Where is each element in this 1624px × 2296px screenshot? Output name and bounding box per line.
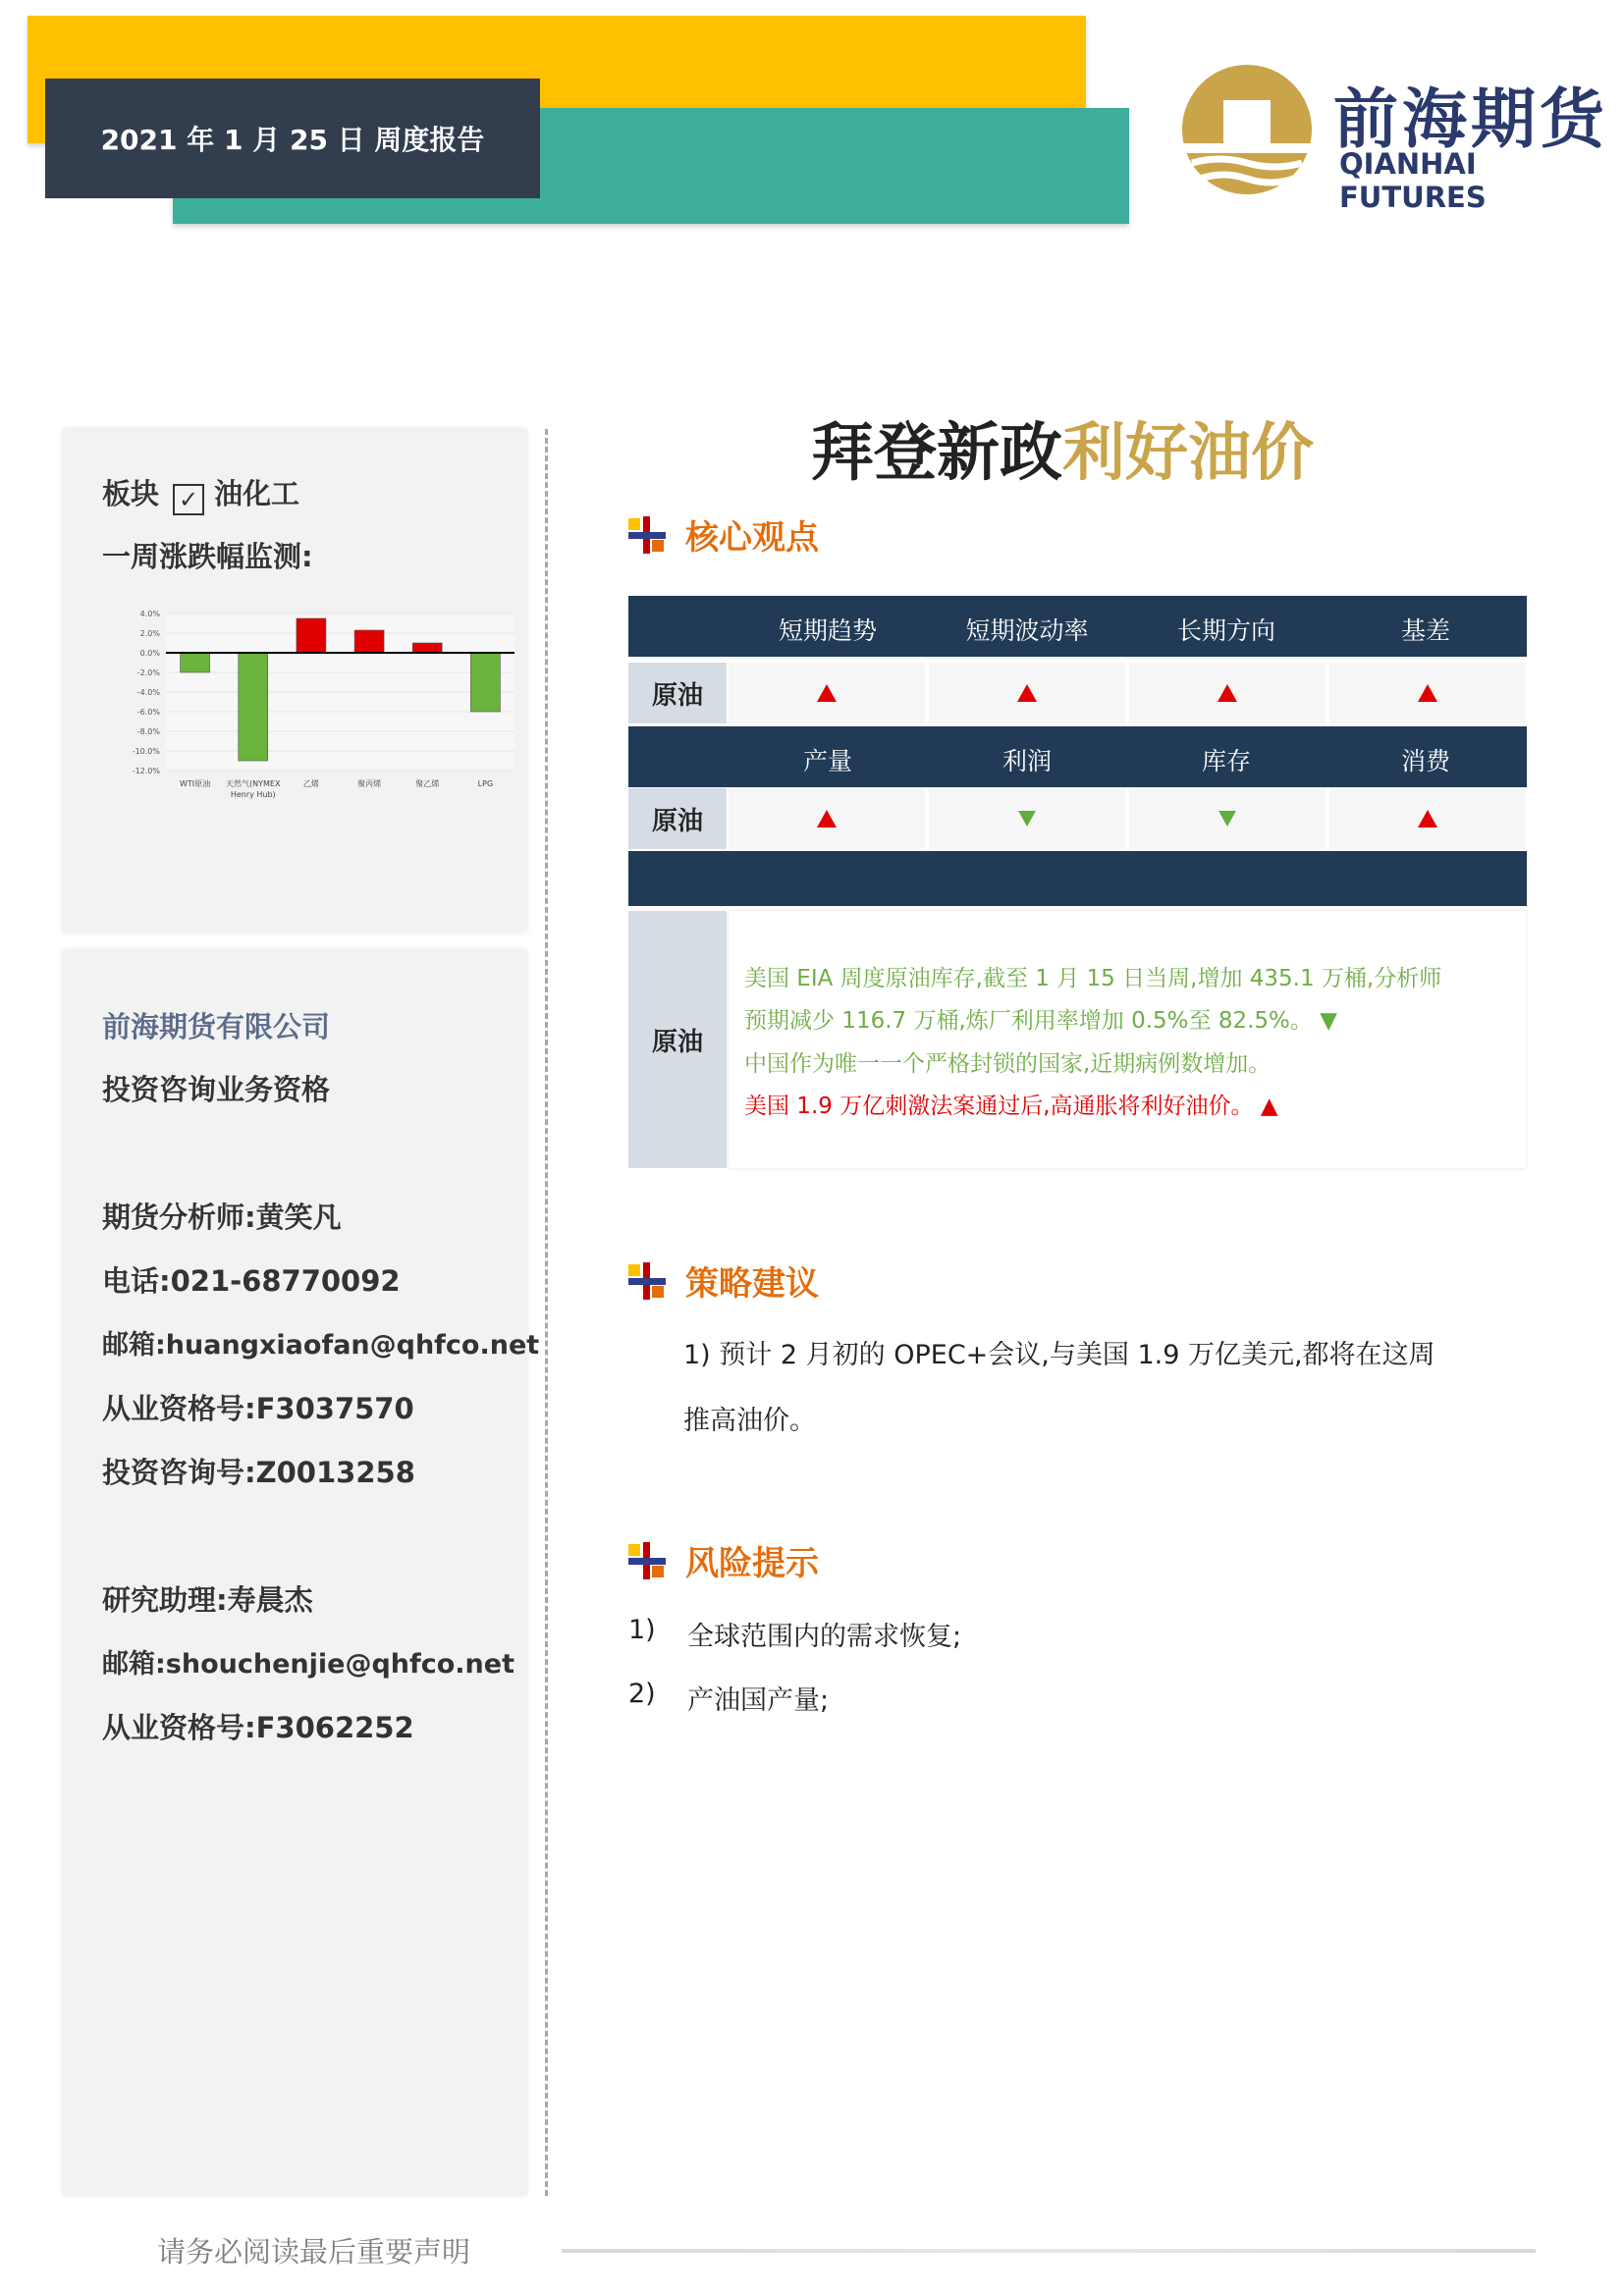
chart-bar bbox=[181, 653, 210, 672]
col-production: 产量 bbox=[802, 747, 852, 775]
chart-y-tick: 4.0% bbox=[139, 610, 160, 618]
assistant-name: 研究助理:寿晨杰 bbox=[102, 1583, 313, 1617]
chart-y-tick: -10.0% bbox=[132, 747, 160, 756]
weekly-change-chart bbox=[112, 606, 524, 812]
indicator-cell bbox=[729, 663, 925, 723]
summary-text-cell bbox=[729, 911, 1526, 1168]
chart-y-tick: -12.0% bbox=[132, 767, 160, 775]
chart-bar bbox=[354, 630, 384, 653]
section-strategy-heading bbox=[628, 1256, 819, 1305]
report-date-banner bbox=[45, 79, 540, 198]
section-core-heading bbox=[628, 510, 819, 559]
chart-x-label-sub: Henry Hub) bbox=[230, 790, 276, 799]
chart-bar bbox=[239, 653, 268, 761]
triangle-up-icon bbox=[1017, 684, 1037, 702]
assistant-email[interactable]: 邮箱:shouchenjie@qhfco.net bbox=[102, 1649, 514, 1680]
summary-row-label: 原油 bbox=[628, 911, 727, 1168]
title-part2: 利好油价 bbox=[1062, 417, 1314, 490]
section-bullet-icon bbox=[628, 1262, 666, 1300]
indicator-cell bbox=[1129, 663, 1326, 723]
section-strategy-title: 策略建议 bbox=[685, 1264, 819, 1304]
indicator-cell bbox=[1129, 788, 1326, 849]
table-header-1 bbox=[628, 596, 1527, 657]
summary-line-4: 美国 1.9 万亿刺激法案通过后,高通胀将利好油价。 bbox=[744, 1094, 1254, 1119]
chart-y-tick: -8.0% bbox=[136, 727, 160, 736]
company-panel bbox=[63, 950, 540, 2195]
summary-line-2-wrap: 预期减少 116.7 万桶,炼厂利用率增加 0.5%至 82.5%。 ▼ bbox=[744, 1008, 1337, 1034]
triangle-up-icon bbox=[1418, 684, 1437, 702]
col-short-volatility: 短期波动率 bbox=[965, 616, 1089, 645]
col-consumption: 消费 bbox=[1400, 747, 1450, 775]
sector-row bbox=[102, 472, 299, 515]
chart-y-tick: -6.0% bbox=[136, 708, 160, 717]
col-short-trend: 短期趋势 bbox=[778, 616, 877, 645]
section-risk-heading bbox=[628, 1536, 819, 1584]
summary-line-1: 美国 EIA 周度原油库存,截至 1 月 15 日当周,增加 435.1 万桶,分析师 bbox=[744, 966, 1442, 991]
indicator-cell bbox=[929, 788, 1125, 849]
indicator-cell bbox=[1329, 663, 1526, 723]
col-inventory: 库存 bbox=[1201, 747, 1251, 775]
report-date-label: 2021 年 1 月 25 日 周度报告 bbox=[100, 124, 485, 156]
chart-x-label: 聚丙烯 bbox=[357, 779, 382, 788]
analyst-license: 从业资格号:F3037570 bbox=[102, 1392, 414, 1425]
weekly-monitor-label: 一周涨跌幅监测: bbox=[102, 540, 313, 573]
table-row bbox=[628, 663, 1527, 723]
logo-english-name: QIANHAI FUTURES bbox=[1339, 147, 1487, 214]
section-bullet-icon bbox=[628, 1542, 666, 1579]
chart-y-tick: 2.0% bbox=[139, 629, 160, 638]
triangle-up-icon bbox=[1418, 810, 1437, 828]
assistant-license: 从业资格号:F3062252 bbox=[102, 1711, 414, 1744]
strategy-line-2: 推高油价。 bbox=[683, 1406, 816, 1436]
page-title bbox=[811, 402, 1314, 493]
table-row bbox=[628, 788, 1527, 849]
sector-label: 板块 bbox=[102, 477, 160, 510]
consult-number: 投资咨询号:Z0013258 bbox=[102, 1456, 415, 1489]
chart-bar bbox=[412, 643, 442, 653]
row-label: 原油 bbox=[628, 663, 727, 723]
company-name: 前海期货有限公司 bbox=[102, 1010, 331, 1043]
qualification: 投资咨询业务资格 bbox=[102, 1073, 331, 1106]
triangle-down-icon bbox=[1018, 811, 1036, 827]
logo-emblem-icon bbox=[1178, 61, 1316, 198]
chart-y-tick: 0.0% bbox=[139, 649, 160, 658]
row-label: 原油 bbox=[628, 788, 727, 849]
check-icon: ✓ bbox=[173, 484, 204, 515]
chart-x-label: 聚乙烯 bbox=[415, 779, 440, 788]
section-bullet-icon bbox=[628, 516, 666, 554]
analyst-email[interactable]: 邮箱:huangxiaofan@qhfco.net bbox=[102, 1330, 540, 1361]
indicator-cell bbox=[729, 788, 925, 849]
risk-item-1: 全球范围内的需求恢复; bbox=[687, 1622, 962, 1652]
analyst-phone: 电话:021-68770092 bbox=[102, 1264, 401, 1298]
table-header-2 bbox=[628, 726, 1527, 787]
chart-x-label: WTI原油 bbox=[180, 779, 211, 788]
section-core-title: 核心观点 bbox=[685, 518, 819, 558]
triangle-up-icon bbox=[1218, 684, 1237, 702]
risk-item-1-number: 1) bbox=[628, 1615, 656, 1645]
summary-line-2: 预期减少 116.7 万桶,炼厂利用率增加 0.5%至 82.5%。 bbox=[744, 1008, 1313, 1034]
footer-notice: 请务必阅读最后重要声明 bbox=[157, 2235, 471, 2269]
triangle-down-icon bbox=[1218, 811, 1236, 827]
title-part1: 拜登新政 bbox=[811, 417, 1062, 490]
chart-x-label: 天然气(NYMEX bbox=[226, 779, 281, 788]
footer-divider bbox=[562, 2249, 1536, 2253]
col-long-direction: 长期方向 bbox=[1176, 616, 1275, 645]
summary-line-3: 中国作为唯一一个严格封锁的国家,近期病例数增加。 bbox=[744, 1051, 1272, 1077]
indicator-cell bbox=[1329, 788, 1526, 849]
sector-value: 油化工 bbox=[214, 477, 300, 510]
chart-bar bbox=[297, 618, 326, 653]
company-logo bbox=[1178, 61, 1316, 198]
table-header-3 bbox=[628, 851, 1527, 906]
chart-x-label: 乙烯 bbox=[302, 779, 319, 788]
summary-line-4-wrap: 美国 1.9 万亿刺激法案通过后,高通胀将利好油价。 ▲ bbox=[744, 1094, 1278, 1119]
analyst-name: 期货分析师:黄笑凡 bbox=[102, 1201, 342, 1234]
triangle-up-icon bbox=[817, 684, 837, 702]
logo-chinese-name: 前海期货 bbox=[1333, 80, 1608, 157]
chart-x-label: LPG bbox=[477, 779, 494, 788]
chart-y-tick: -4.0% bbox=[136, 688, 160, 697]
risk-item-2-number: 2) bbox=[628, 1679, 656, 1709]
triangle-up-icon bbox=[817, 810, 837, 828]
chart-bar bbox=[470, 653, 500, 712]
col-profit: 利润 bbox=[1001, 747, 1052, 775]
indicator-cell bbox=[929, 663, 1125, 723]
chart-y-tick: -2.0% bbox=[136, 668, 160, 677]
sector-panel bbox=[63, 429, 526, 932]
section-risk-title: 风险提示 bbox=[685, 1544, 819, 1583]
risk-item-2: 产油国产量; bbox=[687, 1685, 830, 1716]
col-basis: 基差 bbox=[1400, 616, 1450, 645]
strategy-line-1: 1) 预计 2 月初的 OPEC+会议,与美国 1.9 万亿美元,都将在这周 bbox=[683, 1340, 1435, 1370]
sidebar-divider bbox=[545, 429, 548, 2196]
